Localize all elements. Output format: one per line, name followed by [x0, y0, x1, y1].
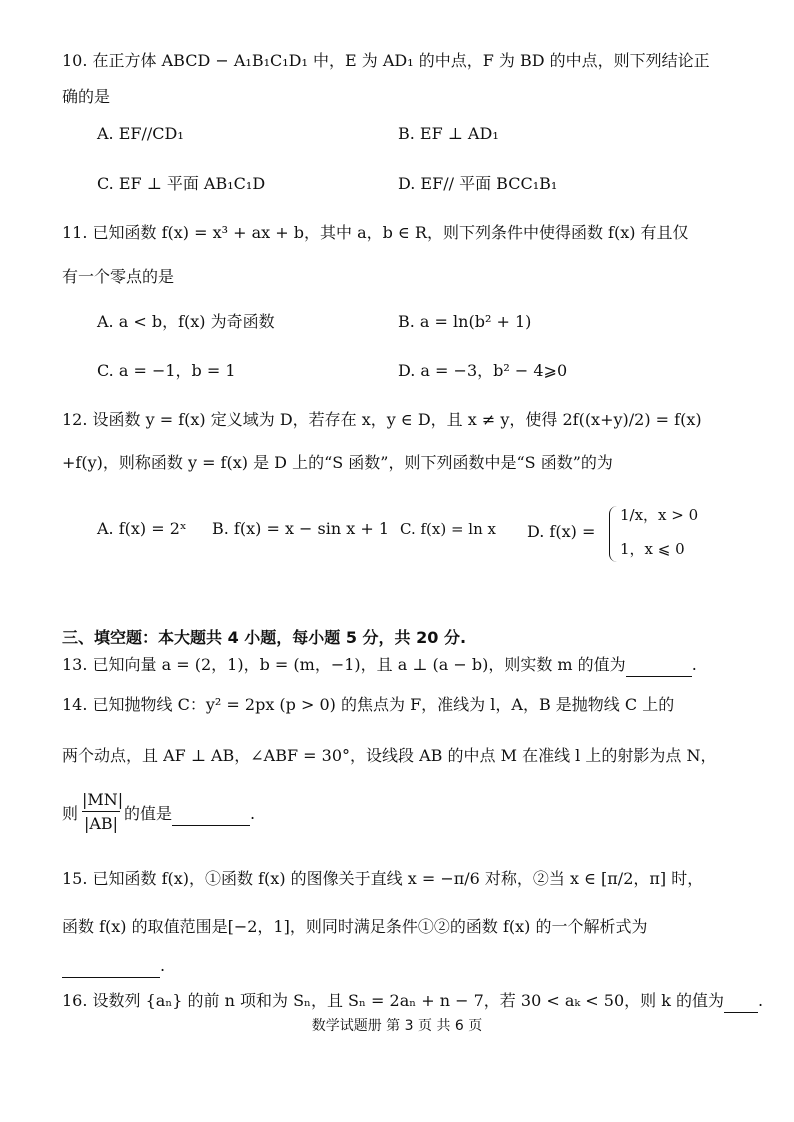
q10-option-b: B. EF ⊥ AD₁	[398, 124, 499, 143]
q12-option-d-head: D. f(x) =	[527, 522, 596, 541]
q14-stem-line2: 两个动点，且 AF ⊥ AB，∠ABF = 30°，设线段 AB 的中点 M 在准线 l 上的射影为点 N，	[62, 746, 717, 765]
q14-tail-text: 的值是	[124, 804, 173, 823]
q12-stem-line1: 12. 设函数 y = f(x) 定义域为 D，若存在 x，y ∈ D，且 x ≠ y，使得 2f((x+y)/2) = f(x)	[62, 410, 702, 429]
q11-option-b: B. a = ln(b² + 1)	[398, 312, 532, 331]
q12-option-d	[527, 504, 727, 564]
q12-stem-line2: +f(y)，则称函数 y = f(x) 是 D 上的“S 函数”，则下列函数中是“S 函数”的为	[62, 453, 613, 472]
q12-option-c: C. f(x) = ln x	[400, 520, 496, 538]
q10-option-d: D. EF// 平面 BCC₁B₁	[398, 174, 558, 193]
q14-frac-numerator: |MN|	[82, 790, 120, 812]
q10-stem-line1: 10. 在正方体 ABCD − A₁B₁C₁D₁ 中，E 为 AD₁ 的中点，F 为 BD 的中点，则下列结论正	[62, 51, 710, 70]
q12-option-d-case1: 1/x，x > 0	[620, 506, 699, 524]
page-footer: 数学试题册 第 3 页 共 6 页	[311, 1018, 483, 1034]
q14-tail	[124, 803, 255, 826]
q15-answer-blank	[62, 955, 160, 978]
q15-stem-line2: 函数 f(x) 的取值范围是[−2，1]，则同时满足条件①②的函数 f(x) 的一个解析式为	[62, 917, 648, 936]
q15-answer-line	[62, 955, 165, 978]
q11-stem-line1: 11. 已知函数 f(x) = x³ + ax + b，其中 a，b ∈ R，则下列条件中使得函数 f(x) 有且仅	[62, 223, 689, 242]
q16-end: .	[758, 991, 764, 1010]
q15-end: .	[160, 956, 166, 975]
section-heading: 三、填空题：本大题共 4 小题，每小题 5 分，共 20 分.	[62, 628, 467, 647]
q15-stem-line1: 15. 已知函数 f(x)，①函数 f(x) 的图像关于直线 x = −π/6 对称，②当 x ∈ [π/2，π] 时，	[62, 869, 704, 888]
q12-option-d-case2: 1，x ⩽ 0	[620, 540, 685, 558]
q10-option-c: C. EF ⊥ 平面 AB₁C₁D	[97, 174, 266, 193]
q14-frac-denominator: |AB|	[83, 814, 119, 833]
q14-ze: 则	[62, 804, 79, 823]
q16-answer-blank	[724, 990, 758, 1013]
q14-fraction	[82, 790, 124, 833]
q14-end: .	[250, 804, 256, 823]
q16-text: 16. 设数列 {aₙ} 的前 n 项和为 Sₙ，且 Sₙ = 2aₙ + n − 7，若 30 < aₖ < 50，则 k 的值为	[62, 991, 725, 1010]
q13-stem	[62, 654, 746, 677]
q14-stem-line1: 14. 已知抛物线 C：y² = 2px (p > 0) 的焦点为 F，准线为 l，A，B 是抛物线 C 上的	[62, 695, 675, 714]
q10-option-a: A. EF//CD₁	[97, 124, 184, 143]
q12-option-b: B. f(x) = x − sin x + 1	[212, 519, 390, 538]
q10-stem-line2: 确的是	[62, 87, 111, 106]
q11-option-c: C. a = −1，b = 1	[97, 361, 236, 380]
q11-option-a: A. a < b，f(x) 为奇函数	[97, 312, 275, 331]
q13-answer-blank	[626, 654, 692, 677]
q13-end: .	[691, 655, 697, 674]
q16-stem	[62, 990, 764, 1013]
q13-text: 13. 已知向量 a = (2，1)，b = (m，−1)，且 a ⊥ (a − b)，则实数 m 的值为	[62, 655, 626, 674]
q12-option-a: A. f(x) = 2ˣ	[97, 519, 187, 538]
piecewise-brace	[609, 506, 617, 562]
q14-answer-blank	[172, 803, 250, 826]
q11-stem-line2: 有一个零点的是	[62, 267, 175, 286]
q11-option-d: D. a = −3，b² − 4⩾0	[398, 361, 568, 380]
